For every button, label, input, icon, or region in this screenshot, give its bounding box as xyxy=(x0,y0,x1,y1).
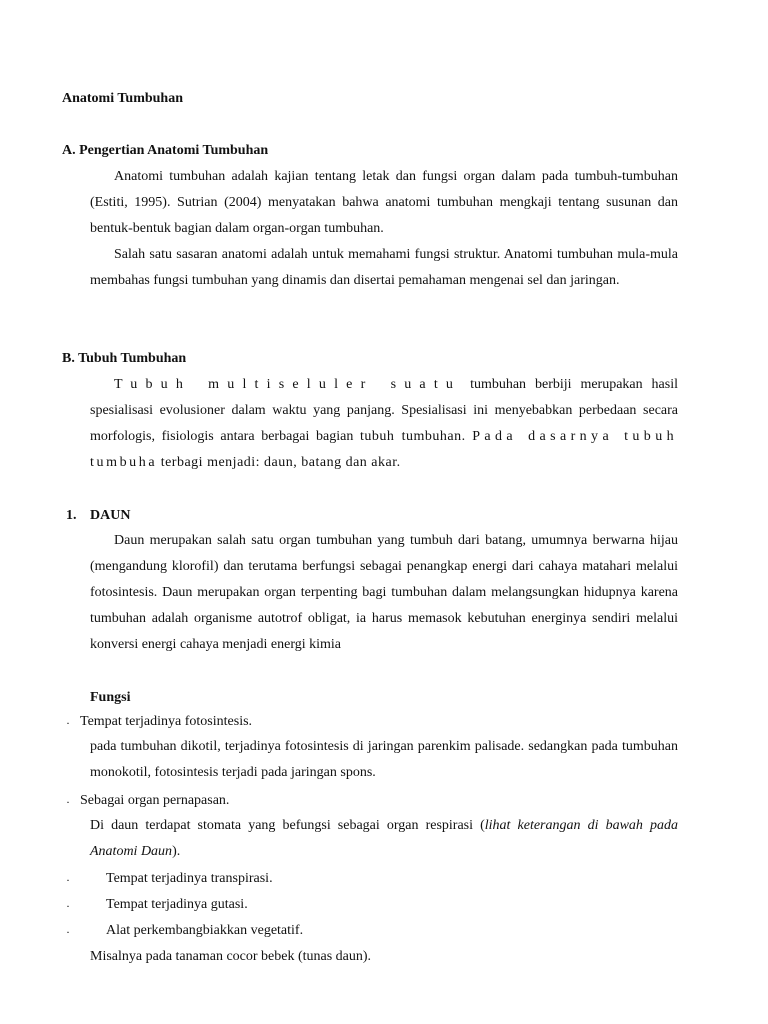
bullet-icon: · xyxy=(66,795,70,809)
spaced-text-d: tumbuha xyxy=(90,455,158,470)
fungsi-item-5-detail: Misalnya pada tanaman cocor bebek (tunas daun). xyxy=(90,949,372,964)
daun-heading: DAUN xyxy=(90,508,131,523)
bullet-icon: · xyxy=(66,899,70,913)
section-b-paragraph: Tubuh multiseluler suatu tumbuhan berbiji merupakan hasil spesialisasi evolusioner dalam waktu yang panjang. Spesialisasi ini menyebabkan perbedaan secara morfologis, fisiologis antara berbagai bagian tubuh tumbuhan. Pada dasarnya tubuh tumbuha terbagi menjadi: daun, batang dan akar. xyxy=(90,377,678,470)
fungsi-item-1-detail: pada tumbuhan dikotil, terjadinya fotosintesis di jaringan parenkim palisade. sedangkan pada tumbuhan monokotil, fotosintesis terjadi pada jaringan spons. xyxy=(90,739,678,780)
fungsi-item-1: Tempat terjadinya fotosintesis. xyxy=(80,714,253,729)
daun-number: 1. xyxy=(66,508,77,523)
daun-paragraph: Daun merupakan salah satu organ tumbuhan yang tumbuh dari batang, umumnya berwarna hijau (mengandung klorofil) dan terutama berfungsi sebagai penangkap energi dari cahaya matahari melalui fotosintesis. Daun merupakan organ terpenting bagi tumbuhan dalam melangsungkan hidupnya karena tumbuhan adalah organisme autotrof obligat, ia harus memasok kebutuhan energinya sendiri melalui konversi energi cahaya menjadi energi kimia xyxy=(90,533,678,652)
bullet-icon: · xyxy=(66,716,70,730)
section-b-heading: B. Tubuh Tumbuhan xyxy=(62,351,187,366)
document-title: Anatomi Tumbuhan xyxy=(62,91,184,106)
fungsi-item-2-detail: Di daun terdapat stomata yang befungsi sebagai organ respirasi (lihat keterangan di bawah pada Anatomi Daun). xyxy=(90,818,678,859)
bullet-icon: · xyxy=(66,925,70,939)
fungsi-item-4: Tempat terjadinya gutasi. xyxy=(106,897,248,912)
section-a-heading: A. Pengertian Anatomi Tumbuhan xyxy=(62,143,269,158)
spaced-text-a: Tubuh multiseluler suatu xyxy=(114,377,462,392)
bullet-icon: · xyxy=(66,873,70,887)
fungsi-heading: Fungsi xyxy=(90,690,131,705)
italic-reference: lihat keterangan di bawah pada Anatomi Daun xyxy=(90,818,678,859)
spaced-text-c: Pada dasarnya tubuh xyxy=(472,429,678,444)
fungsi-item-2: Sebagai organ pernapasan. xyxy=(80,793,230,808)
spaced-text-b: tubuh tumbuhan. xyxy=(360,429,466,444)
section-a-paragraph-1: Anatomi tumbuhan adalah kajian tentang letak dan fungsi organ dalam pada tumbuh-tumbuhan (Estiti, 1995). Sutrian (2004) menyatakan bahwa anatomi tumbuhan mengkaji tentang susunan dan bentuk-bentuk bagian dalam organ-organ tumbuhan. xyxy=(90,169,678,236)
fungsi-item-5: Alat perkembangbiakkan vegetatif. xyxy=(106,923,304,938)
section-a-paragraph-2: Salah satu sasaran anatomi adalah untuk memahami fungsi struktur. Anatomi tumbuhan mula-mula membahas fungsi tumbuhan yang dinamis dan disertai pemahaman mengenai sel dan jaringan. xyxy=(90,247,678,288)
fungsi-item-3: Tempat terjadinya transpirasi. xyxy=(106,871,273,886)
spaced-text-e: terbagi menjadi: daun, batang dan akar. xyxy=(160,455,401,470)
